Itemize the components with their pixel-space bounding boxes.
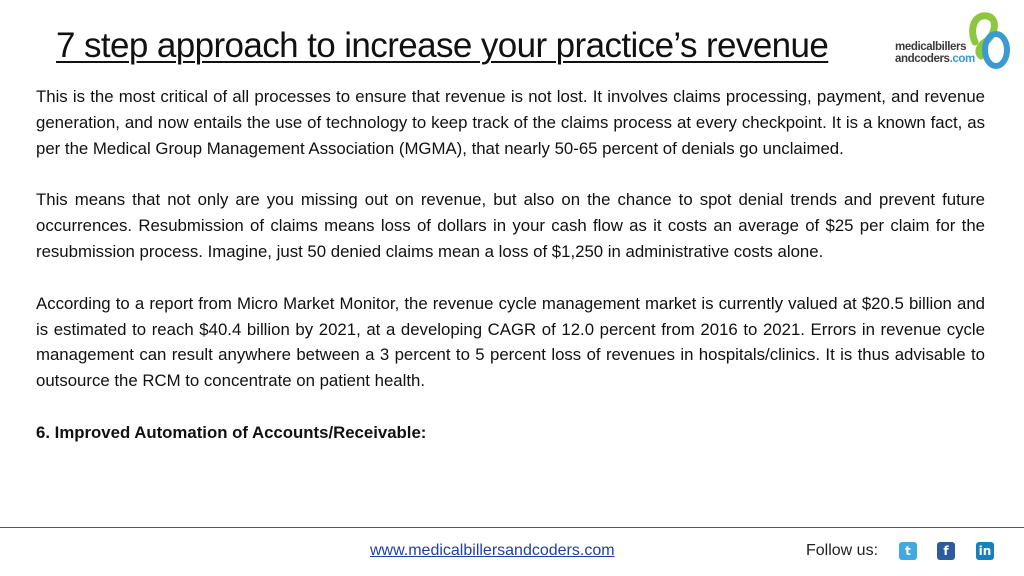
facebook-icon[interactable]: [937, 542, 955, 560]
twitter-icon[interactable]: [899, 542, 917, 560]
logo-text-suffix: .com: [949, 53, 975, 65]
website-link[interactable]: www.medicalbillersandcoders.com: [370, 542, 615, 559]
content-body: [36, 84, 985, 446]
logo-text-line2: [895, 53, 975, 65]
page-title: 7 step approach to increase your practice’s revenue: [56, 26, 829, 65]
section-heading: 6. Improved Automation of Accounts/Receivable:: [36, 422, 427, 442]
paragraph-1: This is the most critical of all processes to ensure that revenue is not lost. It involves claims processing, payment, and revenue generation, and now entails the use of technology to keep track of the claims process at every checkpoint. It is a known fact, as per the Medical Group Management Association (MGMA), that nearly 50-65 percent of denials go unclaimed.: [36, 87, 985, 158]
logo-text-line1: medicalbillers: [895, 41, 967, 53]
facebook-glyph: f: [943, 544, 949, 558]
paragraph-3: According to a report from Micro Market Monitor, the revenue cycle management market is currently valued at $20.5 billion and is estimated to reach $40.4 billion by 2021, at a developing CAGR of 12.0 percent from 2016 to 2021. Errors in revenue cycle management can result anywhere between a 3 percent to 5 percent loss of revenues in hospitals/clinics. It is thus advisable to outsource the RCM to concentrate on patient health.: [36, 293, 985, 391]
linkedin-glyph: in: [978, 544, 992, 558]
follow-us-label: Follow us:: [806, 542, 879, 559]
company-logo: [893, 12, 1015, 72]
linkedin-icon[interactable]: [976, 542, 994, 560]
paragraph-2: This means that not only are you missing out on revenue, but also on the chance to spot denial trends and prevent future occurrences. Resubmission of claims means loss of dollars in your cash flow as it costs an average of $25 per claim for the resubmission process. Imagine, just 50 denied claims mean a loss of $1,250 in administrative costs alone.: [36, 190, 985, 261]
twitter-glyph: t: [905, 544, 911, 558]
footer-divider: [0, 527, 1024, 528]
logo-text-main: andcoders: [895, 53, 950, 65]
